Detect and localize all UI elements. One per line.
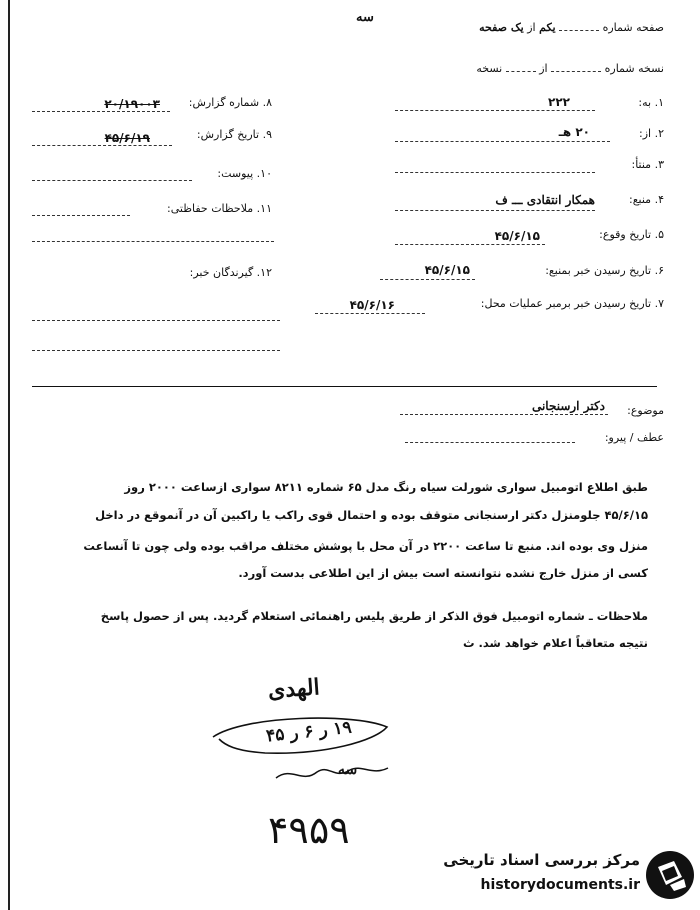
field-11-line-2 — [32, 241, 274, 242]
header-scribble: سه — [356, 10, 374, 25]
page-value: یکم — [539, 21, 556, 34]
field-11-line — [32, 215, 130, 216]
field-2-line — [395, 141, 610, 142]
field-7-label: ۷. تاریخ رسیدن خبر برمبر عملیات محل: — [480, 297, 664, 310]
field-3-label: ۳. منتأ: — [631, 158, 664, 171]
page-number-label — [479, 21, 664, 34]
page-of: از — [527, 21, 536, 34]
field-5-value: ۴۵/۶/۱۵ — [494, 229, 540, 243]
subject-line — [400, 414, 608, 415]
field-3-line — [395, 172, 595, 173]
field-4-line — [395, 210, 595, 211]
field-7-line — [315, 313, 425, 314]
handwritten-date: ۱۹ ر ۶ ر ۴۵ — [265, 717, 353, 747]
field-12-label: ۱۲. گیرندگان خبر: — [189, 266, 272, 279]
field-6-label: ۶. تاریخ رسیدن خبر بمنبع: — [545, 264, 664, 277]
watermark-url: historydocuments.ir — [480, 877, 640, 893]
field-12-line-2 — [32, 350, 280, 351]
section-divider — [32, 386, 657, 387]
handwritten-annotation: الهدی — [267, 674, 321, 704]
watermark-title: مرکز بررسی اسناد تاریخی — [443, 851, 640, 869]
left-margin-line — [8, 0, 10, 910]
notes-line-2: نتیجه متعاقباً اعلام خواهد شد. ث — [462, 636, 648, 650]
field-5-line — [395, 244, 545, 245]
field-8-label: ۸. شماره گزارش: — [188, 96, 272, 109]
field-12-line-1 — [32, 320, 280, 321]
field-4-label: ۴. منبع: — [628, 193, 664, 206]
field-6-value: ۴۵/۶/۱۵ — [424, 263, 470, 277]
subject-value: دکتر ارسنجانی — [531, 399, 605, 413]
field-10-line — [32, 180, 192, 181]
subject-label: موضوع: — [627, 404, 664, 417]
notes-line-1: ملاحظات ـ شماره اتومبیل فوق الذکر از طریق پلیس راهنمائی استعلام گردید. پس از حصول پاسخ — [100, 609, 648, 623]
field-1-label: ۱. به: — [638, 96, 664, 109]
body-line-3: منزل وی بوده اند. منبع تا ساعت ۲۲۰۰ در آن محل با پوشش مختلف مراقب بوده ولی چون تا آنساعت — [83, 539, 648, 553]
field-9-value: ۴۵/۶/۱۹ — [104, 131, 150, 145]
copy-total: نسخه — [476, 62, 503, 75]
field-10-label: ۱۰. پیوست: — [217, 167, 272, 180]
field-8-value: ۲۰/۱۹۰۰۳ — [104, 97, 160, 111]
copy-label: نسخه شماره — [604, 62, 664, 75]
field-6-line — [380, 279, 475, 280]
ref-line — [405, 442, 575, 443]
field-7-value: ۴۵/۶/۱۶ — [349, 298, 395, 312]
body-line-4: کسی از منزل خارج نشده نتوانسته است بیش از این اطلاعی بدست آورد. — [238, 566, 648, 580]
field-9-line — [32, 145, 172, 146]
copy-dash-2 — [506, 71, 536, 72]
body-line-2: ۴۵/۶/۱۵ جلومنزل دکتر ارسنجانی متوقف بوده و احتمال قوی راکب یا راکبین آن در آنموقع در داخل — [95, 508, 648, 522]
copy-number-label — [476, 62, 664, 75]
page-dash — [559, 30, 599, 31]
field-11-label: ۱۱. ملاحظات حفاظتی: — [167, 202, 272, 215]
document-archive-icon — [644, 849, 696, 901]
field-1-value: ۲۲۲ — [548, 95, 570, 109]
ref-label: عطف / پیرو: — [604, 431, 664, 444]
page-label: صفحه شماره — [602, 21, 664, 34]
body-line-1: طبق اطلاع اتومبیل سواری شورلت سیاه رنگ مدل ۶۵ شماره ۸۲۱۱ سواری ازساعت ۲۰۰۰ روز — [124, 480, 648, 494]
copy-of: از — [539, 62, 548, 75]
field-8-line — [32, 111, 170, 112]
signature-scribble-icon — [272, 758, 392, 788]
field-4-value: همکار انتقادی ـــ ف — [495, 193, 595, 207]
field-2-value: ۲۰ هـ — [558, 125, 590, 139]
page-total: یک صفحه — [479, 21, 524, 34]
copy-dash — [551, 71, 601, 72]
handwritten-signature: سه — [338, 762, 358, 778]
handwritten-number: ۴۹۵۹ — [268, 808, 350, 852]
field-2-label: ۲. از: — [639, 127, 664, 140]
field-1-line — [395, 110, 595, 111]
field-5-label: ۵. تاریخ وقوع: — [599, 228, 664, 241]
field-9-label: ۹. تاریخ گزارش: — [196, 128, 272, 141]
watermark-logo — [418, 845, 700, 905]
